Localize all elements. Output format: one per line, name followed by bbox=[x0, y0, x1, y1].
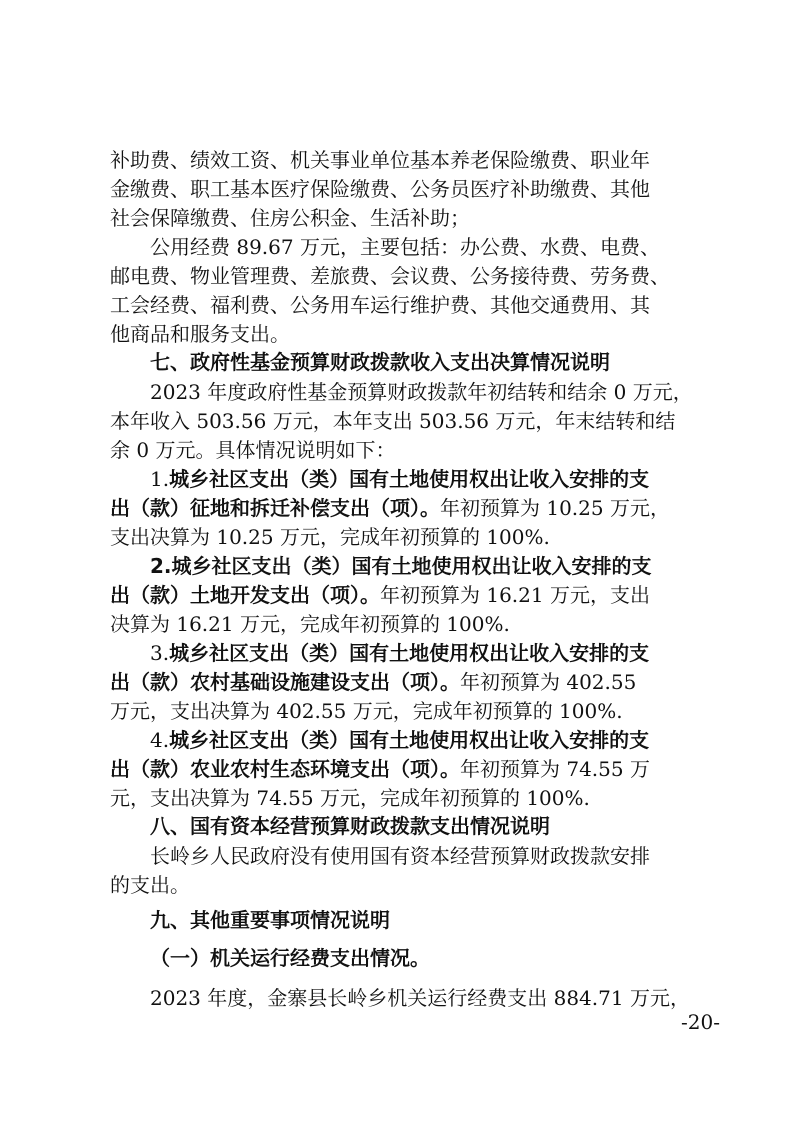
list-item-4-line1 bbox=[150, 726, 740, 754]
item-text: 年初预算为 402.55 bbox=[460, 670, 637, 694]
text-line: 补助费、绩效工资、机关事业单位基本养老保险缴费、职业年 bbox=[110, 148, 650, 172]
list-item-4-line2 bbox=[110, 755, 700, 783]
item-text: 年初预算为 16.21 万元，支出 bbox=[380, 583, 650, 607]
page-number: -20- bbox=[681, 1010, 720, 1034]
text-line: 工会经费、福利费、公务用车运行维护费、其他交通费用、其 bbox=[110, 293, 650, 317]
text-line: 公用经费 89.67 万元，主要包括：办公费、水费、电费、 bbox=[150, 235, 660, 259]
text-line: 余 0 万元。具体情况说明如下： bbox=[110, 438, 396, 462]
item-number: 4. bbox=[150, 728, 170, 752]
list-item-2-line1 bbox=[150, 552, 740, 580]
section-heading-7: 七、政府性基金预算财政拨款收入支出决算情况说明 bbox=[150, 350, 610, 374]
text-line: 金缴费、职工基本医疗保险缴费、公务员医疗补助缴费、其他 bbox=[110, 177, 650, 201]
text-line: 他商品和服务支出。 bbox=[110, 322, 290, 346]
text-line: 2023 年度政府性基金预算财政拨款年初结转和结余 0 万元， bbox=[150, 380, 693, 404]
item-text: 年初预算为 10.25 万元， bbox=[440, 496, 670, 520]
item-title: 出（款）土地开发支出（项）。 bbox=[110, 583, 380, 607]
item-title: 城乡社区支出（类）国有土地使用权出让收入安排的支 bbox=[169, 728, 650, 752]
section-heading-8: 八、国有资本经营预算财政拨款支出情况说明 bbox=[150, 814, 550, 838]
item-title: 城乡社区支出（类）国有土地使用权出让收入安排的支 bbox=[171, 554, 652, 578]
list-item-3-line2 bbox=[110, 668, 700, 696]
list-item-1-line1 bbox=[150, 465, 740, 493]
item-number: 1. bbox=[150, 467, 170, 491]
section-heading-9: 九、其他重要事项情况说明 bbox=[150, 908, 390, 932]
item-number: 2. bbox=[150, 554, 172, 578]
list-item-4-line3: 元，支出决算为 74.55 万元，完成年初预算的 100%. bbox=[110, 786, 590, 810]
list-item-3-line1 bbox=[150, 639, 740, 667]
list-item-2-line2 bbox=[110, 581, 700, 609]
text-line: 社会保障缴费、住房公积金、生活补助； bbox=[110, 206, 470, 230]
text-line: 2023 年度，金寨县长岭乡机关运行经费支出 884.71 万元， bbox=[150, 986, 690, 1010]
list-item-1-line2 bbox=[110, 494, 700, 522]
text-line: 长岭乡人民政府没有使用国有资本经营预算财政拨款安排 bbox=[150, 844, 650, 868]
item-title: 城乡社区支出（类）国有土地使用权出让收入安排的支 bbox=[169, 641, 650, 665]
item-title: 出（款）农村基础设施建设支出（项）。 bbox=[110, 670, 460, 694]
item-title: 城乡社区支出（类）国有土地使用权出让收入安排的支 bbox=[169, 467, 650, 491]
list-item-1-line3: 支出决算为 10.25 万元，完成年初预算的 100%. bbox=[110, 525, 550, 549]
item-text: 年初预算为 74.55 万 bbox=[460, 757, 650, 781]
item-title: 出（款）征地和拆迁补偿支出（项）。 bbox=[110, 496, 440, 520]
item-number: 3. bbox=[150, 641, 170, 665]
list-item-3-line3: 万元，支出决算为 402.55 万元，完成年初预算的 100%. bbox=[110, 699, 623, 723]
text-line: 邮电费、物业管理费、差旅费、会议费、公务接待费、劳务费、 bbox=[110, 264, 670, 288]
text-line: 的支出。 bbox=[110, 873, 190, 897]
list-item-2-line3: 决算为 16.21 万元，完成年初预算的 100%. bbox=[110, 612, 510, 636]
item-title: 出（款）农业农村生态环境支出（项）。 bbox=[110, 757, 460, 781]
text-line: 本年收入 503.56 万元，本年支出 503.56 万元，年末结转和结 bbox=[110, 409, 676, 433]
subsection-heading: （一）机关运行经费支出情况。 bbox=[150, 946, 430, 970]
